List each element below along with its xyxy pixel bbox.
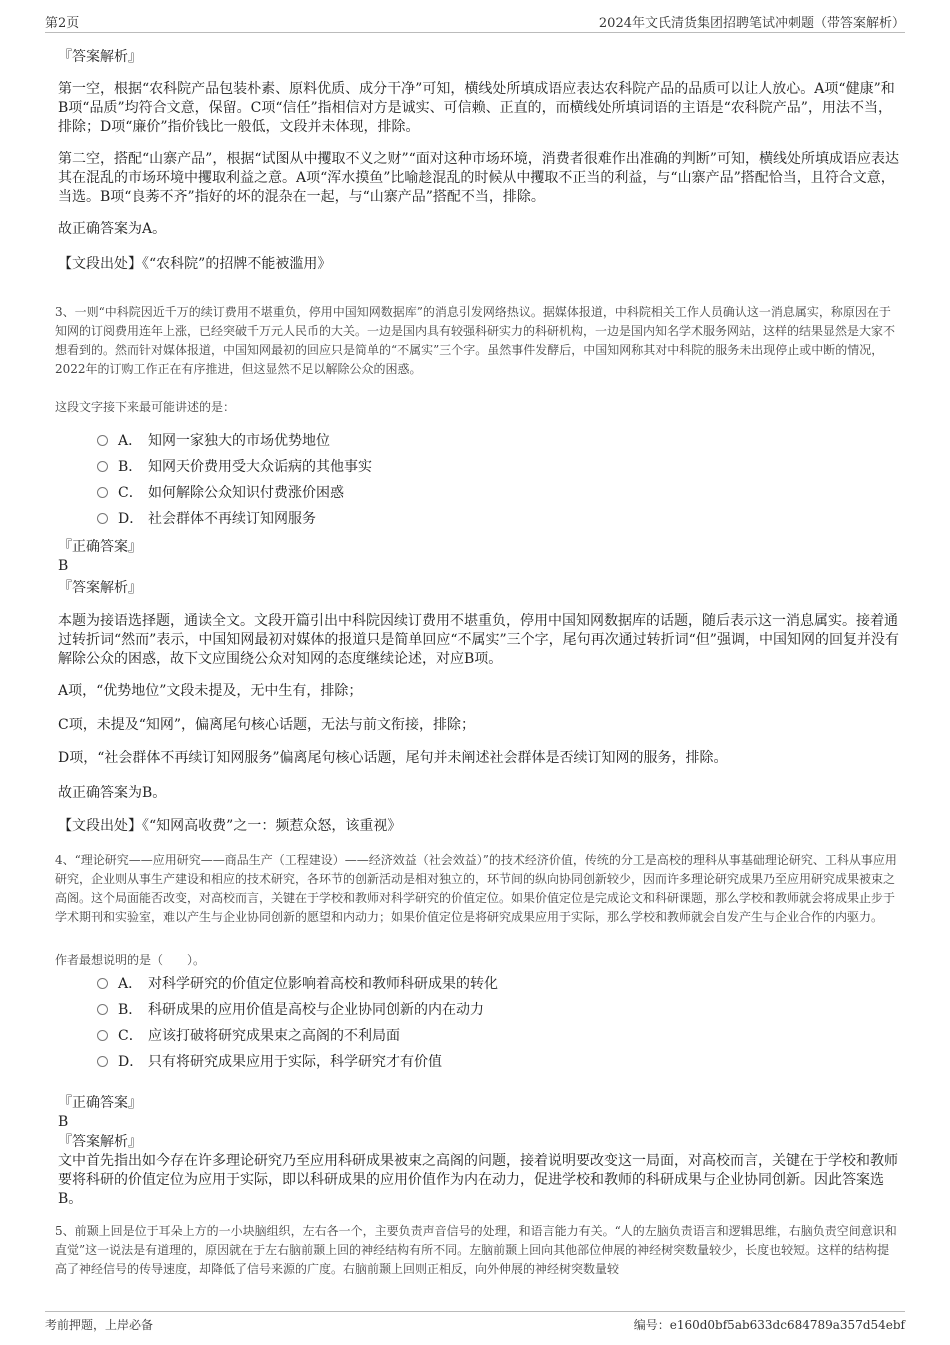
q3-answer: B	[58, 558, 69, 574]
q4-analysis-heading: 『答案解析』	[58, 1134, 142, 1150]
page-footer	[45, 1311, 905, 1334]
q4-answer-heading: 『正确答案』	[58, 1095, 142, 1111]
q3-option-c[interactable]: C． 如何解除公众知识付费涨价困惑	[97, 484, 344, 502]
q4-answer: B	[58, 1114, 69, 1130]
radio-icon[interactable]	[97, 513, 108, 524]
q2-analysis-para1: 第一空，根据“农科院产品包装朴素、原料优质、成分干净”可知，横线处所填成语应表达农科院产品的品质可以让人放心。A项“健康”和B项“品质”均符合文意，保留。C项“信任”指相信对方是诚实、可信赖、正直的，而横线处所填词语的主语是“农科院产品”，用法不当，排除；D项“廉价”指价钱比一般低，文段并未体现，排除。	[58, 81, 895, 135]
document-code: 编号：e160d0bf5ab633dc684789a357d54ebf	[633, 1318, 905, 1332]
q3-analysis: 本题为接语选择题，通读全文。文段开篇引出中科院因续订费用不堪重负，停用中国知网数据库的话题，随后表示这一消息属实。接着通过转折词“然而”表示，中国知网最初对媒体的报道只是简单回应“不属实”三个字，尾句再次通过转折词“但”强调，中国知网的回复并没有解除公众的困惑，故下文应围绕公众对知网的态度继续论述，对应B项。	[58, 613, 899, 667]
q3-answer-heading: 『正确答案』	[58, 539, 142, 555]
q2-analysis-heading: 『答案解析』	[58, 49, 142, 65]
footer-slogan: 考前押题，上岸必备	[45, 1318, 154, 1332]
q3-analysis-heading: 『答案解析』	[58, 580, 142, 596]
q2-conclusion: 故正确答案为A。	[58, 221, 167, 237]
q5-stem: 5、前颞上回是位于耳朵上方的一小块脑组织，左右各一个，主要负责声音信号的处理，和语言能力有关。“人的左脑负责语言和逻辑思维，右脑负责空间意识和直觉”这一说法是有道理的，原因就在于左右脑前颞上回的神经结构有所不同。左脑前颞上回向其他部位伸展的神经树突数量较少，长度也较短。这样的结构提高了神经信号的传导速度，却降低了信号来源的广度。右脑前颞上回则正相反，向外伸展的神经树突数量较	[55, 1224, 897, 1276]
q3-option-b[interactable]: B． 知网天价费用受大众诟病的其他事实	[97, 458, 372, 476]
q4-option-b[interactable]: B． 科研成果的应用价值是高校与企业协同创新的内在动力	[97, 1001, 484, 1019]
q2-analysis-para2: 第二空，搭配“山寨产品”，根据“试图从中攫取不义之财”“面对这种市场环境，消费者很难作出准确的判断”可知，横线处所填成语应表达其在混乱的市场环境中攫取利益之意。A项“浑水摸鱼”比喻趁混乱的时候从中攫取不正当的利益，与“山寨产品”搭配恰当，且符合文意，当选。B项“良莠不齐”指好的坏的混杂在一起，与“山寨产品”搭配不当，排除。	[58, 151, 899, 205]
radio-icon[interactable]	[97, 435, 108, 446]
page-number-label: 第2页	[45, 16, 80, 31]
q3-source: 【文段出处】《“知网高收费”之一：频惹众怒，该重视》	[58, 818, 402, 834]
radio-icon[interactable]	[97, 1004, 108, 1015]
q3-stem: 3、一则“中科院因近千万的续订费用不堪重负，停用中国知网数据库”的消息引发网络热议。据媒体报道，中科院相关工作人员确认这一消息属实，称原因在于知网的订阅费用连年上涨，已经突破千万元人民币的大关。一边是国内具有较强科研实力的科研机构，一边是国内知名学术服务网站，这样的结果显然是大家不想看到的。然而针对媒体报道，中国知网最初的回应只是简单的“不属实”三个字。虽然事件发酵后，中国知网称其对中科院的服务未出现停止或中断的情况，2022年的订购工作正在有序推进，但这显然不足以解除公众的困惑。	[55, 305, 896, 376]
q3-option-d[interactable]: D． 社会群体不再续订知网服务	[97, 510, 316, 528]
radio-icon[interactable]	[97, 1056, 108, 1067]
q3-exclude-d: D项，“社会群体不再续订知网服务”偏离尾句核心话题，尾句并未阐述社会群体是否续订知网的服务，排除。	[58, 750, 728, 766]
page-header	[45, 10, 905, 33]
radio-icon[interactable]	[97, 978, 108, 989]
q3-exclude-c: C项，未提及“知网”，偏离尾句核心话题，无法与前文衔接，排除；	[58, 717, 476, 733]
q3-exclude-a: A项，“优势地位”文段未提及，无中生有，排除；	[58, 683, 363, 699]
q4-analysis: 文中首先指出如今存在许多理论研究乃至应用科研成果被束之高阁的问题，接着说明要改变这一局面，对高校而言，关键在于学校和教师要将科研的价值定位为应用于实际，即以科研成果的应用价值作为内在动力，促进学校和教师的科研成果与企业协同创新。因此答案选B。	[58, 1153, 898, 1207]
q4-option-d[interactable]: D． 只有将研究成果应用于实际，科学研究才有价值	[97, 1053, 442, 1071]
radio-icon[interactable]	[97, 1030, 108, 1041]
radio-icon[interactable]	[97, 461, 108, 472]
document-title: 2024年文氏清货集团招聘笔试冲刺题（带答案解析）	[598, 16, 905, 31]
q4-stem: 4、“理论研究——应用研究——商品生产（工程建设）——经济效益（社会效益）”的技术经济价值，传统的分工是高校的理科从事基础理论研究、工科从事应用研究，企业则从事生产建设和相应的技术研究，各环节的创新活动是相对独立的，环节间的纵向协同创新较少，因而许多理论研究成果乃至应用研究成果被束之高阁。这个局面能否改变，对高校而言，关键在于学校和教师对科学研究的价值定位。如果价值定位是完成论文和科研课题，那么学校和教师就会将成果止步于学术期刊和实验室，难以产生与企业协同创新的愿望和内动力；如果价值定位是将研究成果应用于实际，那么学校和教师就会自发产生与企业合作的内驱力。	[55, 853, 897, 924]
q3-conclusion: 故正确答案为B。	[58, 785, 167, 801]
q3-question: 这段文字接下来最可能讲述的是：	[55, 400, 236, 414]
q4-option-c[interactable]: C． 应该打破将研究成果束之高阁的不利局面	[97, 1027, 400, 1045]
q4-question: 作者最想说明的是（ ）。	[55, 953, 206, 967]
q4-option-a[interactable]: A． 对科学研究的价值定位影响着高校和教师科研成果的转化	[97, 975, 498, 993]
radio-icon[interactable]	[97, 487, 108, 498]
q3-option-a[interactable]: A． 知网一家独大的市场优势地位	[97, 432, 330, 450]
q2-source: 【文段出处】《“农科院”的招牌不能被滥用》	[58, 256, 332, 272]
